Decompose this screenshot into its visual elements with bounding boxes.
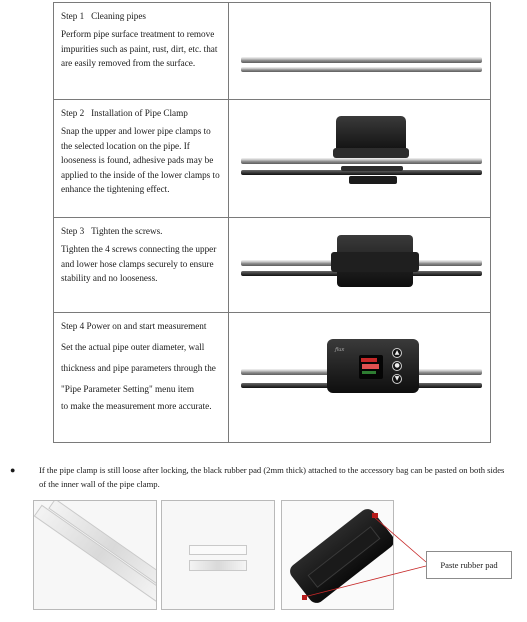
step-1-title: Step 1 Cleaning pipes — [61, 11, 146, 21]
up-arrow-button-icon: ▲ — [392, 348, 402, 358]
step-4-body: Set the actual pipe outer diameter, wall thickness and pipe parameters through the "Pipe Parameter Setting" menu item — [61, 342, 216, 394]
note-text: If the pipe clamp is still loose after locking, the black rubber pad (2mm thick) attached to the accessory bag can be pasted on both sides of the inner wall of the pipe clamp. — [39, 465, 505, 489]
paste-rubber-pad-callout: Paste rubber pad — [426, 551, 512, 579]
step-4-title: Step 4 Power on and start measurement — [61, 321, 207, 331]
confirm-button-icon: ● — [392, 361, 402, 371]
step-3-body: Tighten the 4 screws connecting the upper and lower hose clamps securely to ensure stability and no looseness. — [61, 244, 217, 284]
bullet-icon: ● — [10, 465, 16, 475]
step-1-body: Perform pipe surface treatment to remove impurities such as paint, rust, dirt, etc. that are easily removed from the surface. — [61, 29, 218, 69]
step-2-title: Step 2 Installation of Pipe Clamp — [61, 108, 188, 118]
device-logo: ƒlux — [335, 347, 345, 353]
step-2-body: Snap the upper and lower pipe clamps to the selected location on the pipe. If looseness is found, adhesive pads may be applied to the inside of the lower clamps to enhance the tightening effect. — [61, 126, 220, 195]
down-arrow-button-icon: ▼ — [392, 374, 402, 384]
step-3-title: Step 3 Tighten the screws. — [61, 226, 163, 236]
step-4-body-end: to make the measurement more accurate. — [61, 401, 212, 411]
